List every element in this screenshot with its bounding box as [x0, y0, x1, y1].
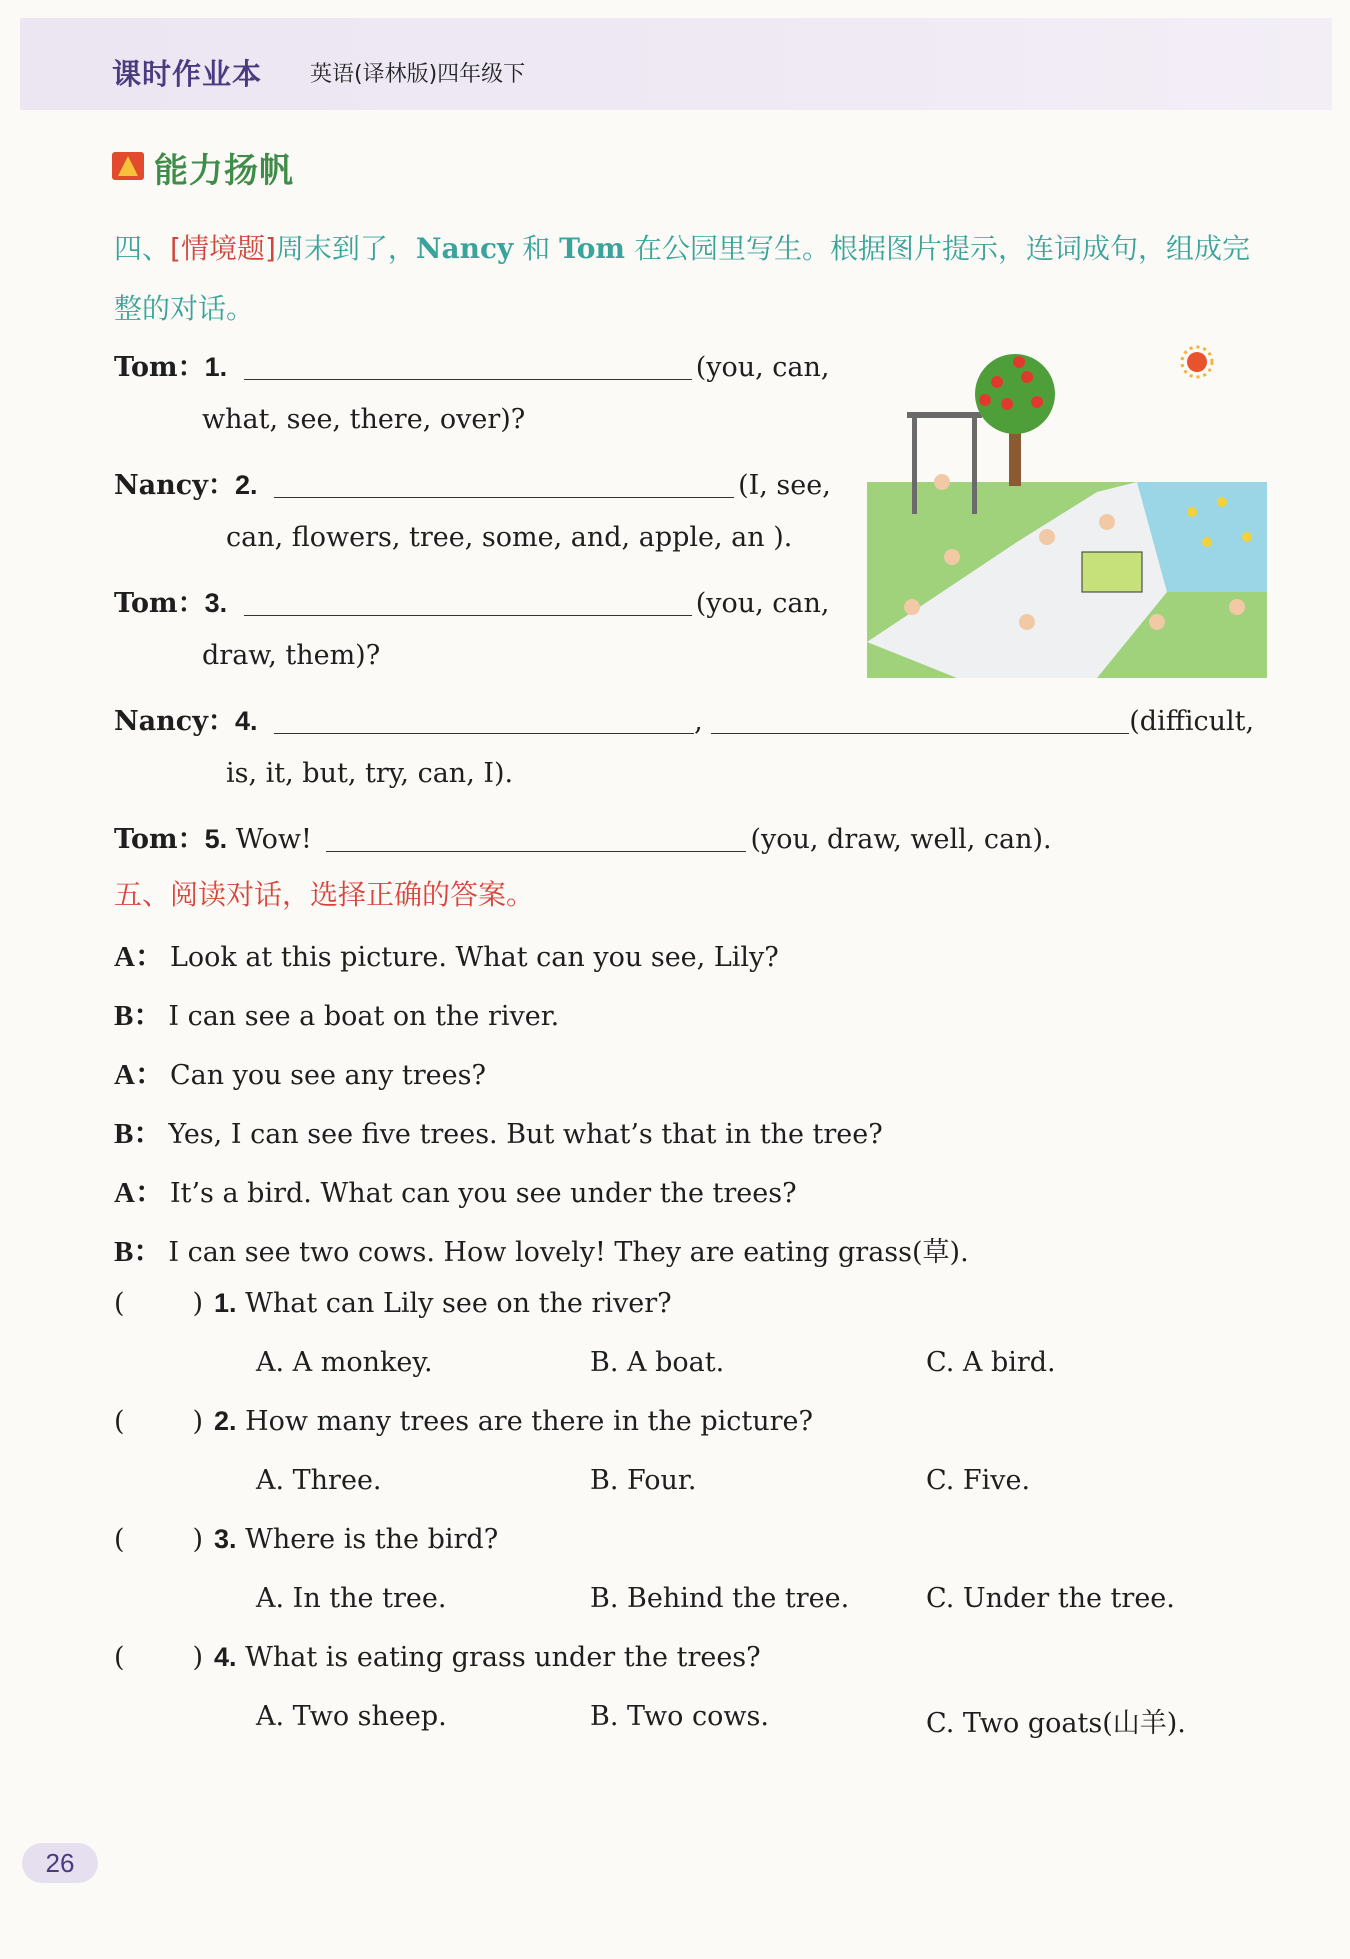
answer-blank-4b[interactable]	[711, 707, 1129, 734]
q4-line-4: Nancy：4. , (difficult,	[114, 706, 1255, 737]
option-a[interactable]: A. Two sheep.	[256, 1701, 447, 1732]
q4-instructions: 四、[情境题]周末到了，Nancy 和 Tom 在公园里写生。根据图片提示，连词成句，组成完整的对话。	[114, 232, 1250, 325]
q4-line-1-cont: what, see, there, over)?	[202, 404, 526, 435]
answer-bracket-3[interactable]: ( )	[114, 1524, 204, 1555]
q4-line-4-cont: is, it, but, try, can, I).	[226, 758, 514, 789]
option-b[interactable]: B. Four.	[590, 1465, 697, 1496]
option-c[interactable]: C. Two goats(山羊).	[926, 1708, 1186, 1739]
option-a[interactable]: A. Three.	[256, 1465, 382, 1496]
option-b[interactable]: B. Behind the tree.	[590, 1583, 850, 1614]
answer-blank-2[interactable]	[274, 471, 734, 498]
q4-line-5: Tom：5. Wow! (you, draw, well, can).	[114, 824, 1052, 855]
answer-blank-5[interactable]	[326, 825, 746, 852]
answer-blank-1[interactable]	[244, 353, 692, 380]
mc-question-1: ( ) 1. What can Lily see on the river?	[114, 1288, 672, 1319]
answer-bracket-1[interactable]: ( )	[114, 1288, 204, 1319]
option-a[interactable]: A. In the tree.	[256, 1583, 447, 1614]
section-title: 能力扬帆	[154, 151, 294, 191]
scenario-tag: [情境题]	[170, 232, 276, 265]
option-c[interactable]: C. A bird.	[926, 1347, 1056, 1378]
q5-instructions: 五、阅读对话，选择正确的答案。	[114, 878, 535, 911]
mc-question-2: ( ) 2. How many trees are there in the picture?	[114, 1406, 813, 1437]
section-flag-icon	[110, 148, 146, 184]
q4-line-1: Tom：1. (you, can,	[114, 352, 830, 383]
q4-line-3-cont: draw, them)?	[202, 640, 381, 671]
option-c[interactable]: C. Five.	[926, 1465, 1031, 1496]
dialogue-line: B： I can see a boat on the river.	[114, 1000, 560, 1032]
park-scene-illustration	[867, 342, 1267, 678]
dialogue-line: A： It’s a bird. What can you see under the trees?	[114, 1177, 797, 1209]
option-a[interactable]: A. A monkey.	[256, 1347, 433, 1378]
dialogue-line: B： I can see two cows. How lovely! They are eating grass(草).	[114, 1236, 969, 1268]
q4-line-3: Tom：3. (you, can,	[114, 588, 830, 619]
page-number: 26	[22, 1843, 98, 1883]
option-b[interactable]: B. Two cows.	[590, 1701, 769, 1732]
option-c[interactable]: C. Under the tree.	[926, 1583, 1175, 1614]
book-title: 课时作业本	[112, 57, 263, 91]
mc-question-3: ( ) 3. Where is the bird?	[114, 1524, 499, 1555]
dialogue-line: A： Look at this picture. What can you see, Lily?	[114, 941, 779, 973]
q4-line-2-cont: can, flowers, tree, some, and, apple, an ).	[226, 522, 793, 553]
answer-blank-4a[interactable]	[274, 707, 694, 734]
answer-blank-3[interactable]	[244, 589, 692, 616]
option-b[interactable]: B. A boat.	[590, 1347, 725, 1378]
answer-bracket-4[interactable]: ( )	[114, 1642, 204, 1673]
answer-bracket-2[interactable]: ( )	[114, 1406, 204, 1437]
mc-question-4: ( ) 4. What is eating grass under the trees?	[114, 1642, 761, 1673]
dialogue-line: A： Can you see any trees?	[114, 1059, 486, 1091]
book-subtitle: 英语(译林版)四年级下	[310, 62, 526, 87]
q4-line-2: Nancy：2. (I, see,	[114, 470, 831, 501]
dialogue-line: B： Yes, I can see five trees. But what’s that in the tree?	[114, 1118, 883, 1150]
